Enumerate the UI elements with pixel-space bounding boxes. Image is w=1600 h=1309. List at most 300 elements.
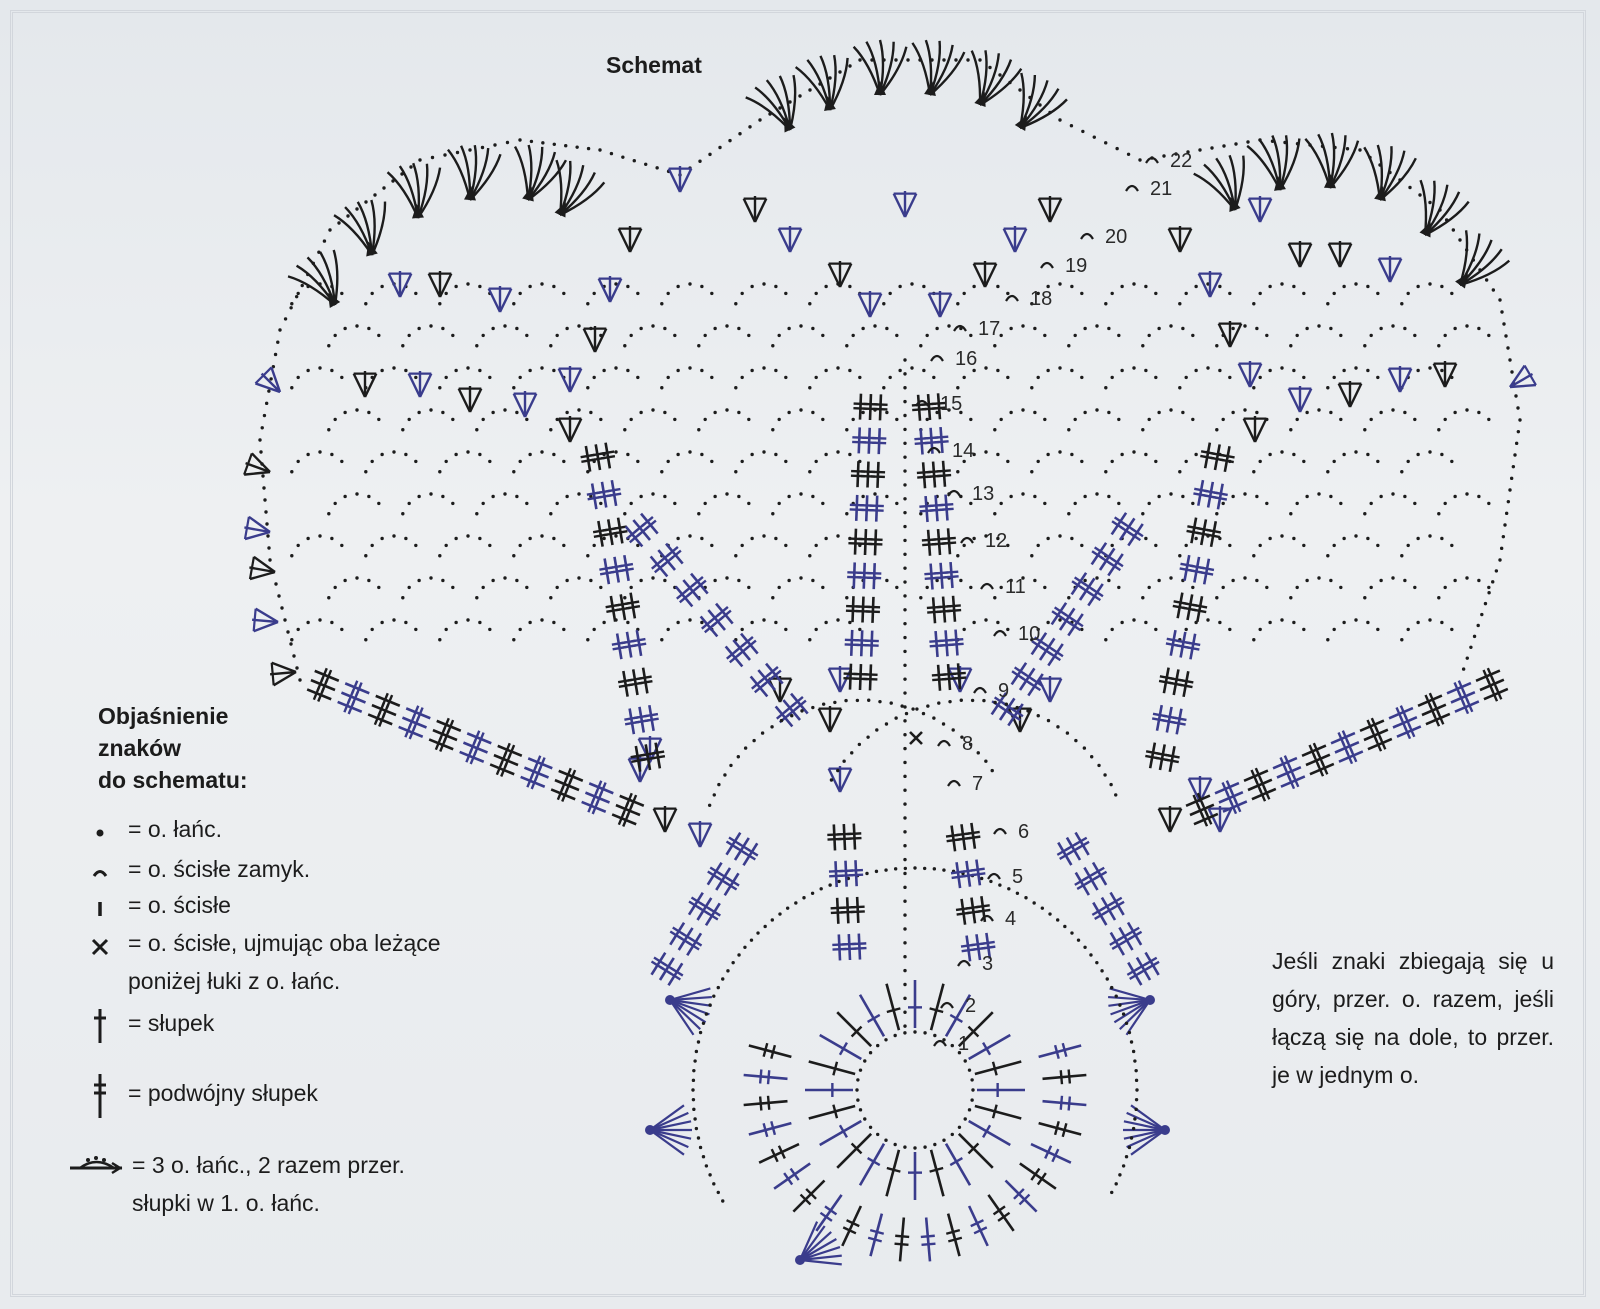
chain-dot: [296, 544, 299, 547]
stitch-post: [933, 597, 935, 623]
chain-dot: [873, 324, 876, 327]
chain-dot: [993, 701, 996, 704]
chain-dot: [1295, 502, 1298, 505]
shell-stitch: [746, 97, 790, 130]
fan-stitch: [1340, 244, 1351, 267]
chain-dot: [1492, 288, 1495, 291]
chain-dot: [1206, 618, 1209, 621]
chain-dot: [737, 953, 740, 956]
fan-stitch: [800, 1260, 842, 1264]
chain-dot: [1067, 512, 1070, 515]
stitch-bar: [612, 642, 626, 644]
fan-stitch: [1020, 709, 1031, 732]
chain-dot: [1450, 460, 1453, 463]
chain-dot: [774, 453, 777, 456]
chain-dot: [703, 418, 706, 421]
chain-dot: [1487, 591, 1490, 594]
chain-dot: [289, 642, 292, 645]
chain-dot: [1469, 646, 1472, 649]
fan-stitch: [985, 264, 996, 287]
row-number: 19: [1065, 255, 1088, 277]
stitch-post: [834, 824, 835, 850]
fan-stitch: [790, 229, 801, 252]
chain-dot: [1465, 576, 1468, 579]
chain-dot: [1083, 327, 1086, 330]
chain-dot: [925, 586, 928, 589]
stitch-bar: [1187, 526, 1201, 529]
chain-dot: [1191, 586, 1194, 589]
stitch-post: [835, 861, 836, 887]
stitch-bar: [946, 835, 960, 837]
chain-dot: [1147, 418, 1150, 421]
chain-dot: [1428, 618, 1431, 621]
chain-dot: [1058, 618, 1061, 621]
chain-dot: [1363, 344, 1366, 347]
chain-dot: [552, 369, 555, 372]
chain-dot: [1141, 428, 1144, 431]
chain-dot: [323, 239, 326, 242]
chain-dot: [475, 512, 478, 515]
chain-dot: [906, 58, 909, 61]
chain-dot: [922, 712, 925, 715]
chain-dot: [811, 892, 814, 895]
chain-dot: [481, 418, 484, 421]
chain-dot: [702, 1155, 705, 1158]
chain-dot: [865, 872, 868, 875]
chain-dot: [692, 1098, 695, 1101]
chain-dot: [466, 282, 469, 285]
chain-dot: [555, 586, 558, 589]
chain-dot: [1106, 977, 1109, 980]
stitch-post: [863, 597, 864, 623]
chain-dot: [821, 334, 824, 337]
chain-dot: [491, 495, 494, 498]
stitch-post: [608, 519, 612, 545]
chain-dot: [1110, 986, 1113, 989]
chain-dot: [758, 118, 761, 121]
chain-dot: [370, 544, 373, 547]
stitch-post: [837, 1134, 871, 1168]
chain-dot: [1070, 453, 1073, 456]
chain-dot: [475, 428, 478, 431]
row-number: 12: [985, 530, 1008, 552]
stitch-post: [879, 428, 880, 454]
chain-dot: [1252, 554, 1255, 557]
row-number: 4: [1005, 908, 1017, 930]
slip-stitch-mark: [1126, 186, 1138, 191]
chain-dot: [702, 1022, 705, 1025]
chain-dot: [903, 1031, 906, 1034]
chain-dot: [999, 586, 1002, 589]
chain-dot: [903, 428, 906, 431]
chain-dot: [1117, 502, 1120, 505]
chain-dot: [933, 867, 936, 870]
chain-dot: [808, 554, 811, 557]
chain-dot: [947, 324, 950, 327]
chain-dot: [1018, 88, 1021, 91]
chain-dot: [808, 88, 811, 91]
chain-dot: [903, 636, 906, 639]
chain-dot: [1342, 369, 1345, 372]
legend-item-text: = podwójny słupek: [128, 1080, 318, 1106]
fan-stitch: [1389, 369, 1400, 392]
chain-dot: [454, 453, 457, 456]
row-number: 5: [1012, 866, 1024, 888]
chain-dot: [407, 418, 410, 421]
stitch-bar: [962, 949, 976, 951]
chain-dot: [636, 460, 639, 463]
chain-dot: [703, 334, 706, 337]
chain-dot: [528, 369, 531, 372]
chain-dot: [478, 537, 481, 540]
chain-dot: [1169, 408, 1172, 411]
chain-dot: [971, 699, 974, 702]
chain-dot: [1363, 596, 1366, 599]
row-number: 13: [972, 483, 995, 505]
stitch-post: [605, 558, 609, 584]
chain-dot: [565, 579, 568, 582]
stitch-bar: [922, 1244, 936, 1245]
chain-dot: [660, 470, 663, 473]
fan-stitch: [819, 709, 830, 732]
chain-dot: [752, 739, 755, 742]
chain-dot: [296, 628, 299, 631]
stitch-post: [875, 529, 876, 555]
chain-dot: [903, 1145, 906, 1148]
chain-dot: [367, 327, 370, 330]
chain-dot: [956, 302, 959, 305]
chain-dot: [904, 867, 907, 870]
chain-dot: [478, 369, 481, 372]
chain-dot: [747, 502, 750, 505]
chain-dot: [1132, 450, 1135, 453]
chain-dot: [478, 285, 481, 288]
chain-dot: [512, 470, 515, 473]
chain-dot: [1138, 158, 1141, 161]
chain-dot: [1252, 386, 1255, 389]
chain-dot: [708, 153, 711, 156]
chain-dot: [1169, 324, 1172, 327]
chain-dot: [717, 986, 720, 989]
double-crochet-icon: [88, 1006, 124, 1046]
chain-dot: [1477, 495, 1480, 498]
chain-dot: [876, 1044, 879, 1047]
chain-dot: [651, 576, 654, 579]
stitch-post: [859, 427, 860, 453]
chain-dot: [1428, 201, 1431, 204]
stitch-bar: [852, 437, 866, 438]
chain-dot: [937, 701, 940, 704]
chain-dot: [903, 858, 906, 861]
chain-dot: [1366, 453, 1369, 456]
chain-dot: [858, 376, 861, 379]
chain-dot: [784, 544, 787, 547]
chain-dot: [673, 334, 676, 337]
chain-dot: [577, 324, 580, 327]
chain-dot: [1134, 1069, 1137, 1072]
chain-dot: [969, 586, 972, 589]
chain-dot: [869, 1126, 872, 1129]
chain-dot: [491, 327, 494, 330]
shell-stitch: [1194, 174, 1235, 210]
stitch-post: [938, 529, 940, 555]
chain-dot: [737, 579, 740, 582]
stitch-post: [639, 707, 643, 733]
chain-dot: [267, 389, 270, 392]
chain-dot: [903, 483, 906, 486]
chain-dot: [996, 621, 999, 624]
chain-dot: [414, 544, 417, 547]
chain-dot: [814, 628, 817, 631]
chain-dot: [562, 292, 565, 295]
stitch-bar: [895, 1236, 909, 1237]
chain-dot: [1443, 586, 1446, 589]
chain-dot: [515, 495, 518, 498]
chain-dot: [1030, 554, 1033, 557]
chain-dot: [1046, 369, 1049, 372]
chain-dot: [875, 728, 878, 731]
chain-dot: [774, 621, 777, 624]
chain-dot: [407, 502, 410, 505]
stitch-bar: [1146, 751, 1160, 754]
chain-dot: [1083, 746, 1086, 749]
chain-dot: [1354, 534, 1357, 537]
stitch-bar: [1187, 531, 1201, 534]
chain-dot: [1006, 376, 1009, 379]
fan-stitch: [570, 419, 581, 442]
chain-dot: [454, 621, 457, 624]
chain-dot: [660, 638, 663, 641]
chain-dot: [343, 495, 346, 498]
chain-dot: [699, 1146, 702, 1149]
chain-dot: [1428, 450, 1431, 453]
stitch-post: [874, 563, 875, 589]
chain-dot: [1058, 534, 1061, 537]
chain-dot: [1090, 755, 1093, 758]
chain-dot: [639, 327, 642, 330]
chain-dot: [926, 704, 929, 707]
chain-dot: [1107, 579, 1110, 582]
stitch-bar: [843, 678, 857, 679]
chain-dot: [528, 453, 531, 456]
stitch-bar: [631, 755, 645, 757]
chain-dot: [1363, 512, 1366, 515]
chain-dot: [836, 366, 839, 369]
chain-dot: [599, 502, 602, 505]
chain-dot: [1228, 628, 1231, 631]
slip-stitch-icon: [88, 856, 124, 888]
stitch-post: [936, 631, 938, 657]
fan-stitch: [974, 264, 985, 287]
chain-dot: [1154, 544, 1157, 547]
slip-stitch-mark: [994, 829, 1006, 834]
chain-dot: [978, 58, 981, 61]
chain-dot: [1147, 502, 1150, 505]
stitch-post: [976, 934, 980, 960]
chain-dot: [728, 139, 731, 142]
stitch-post: [928, 530, 930, 556]
stitch-bar: [917, 472, 931, 473]
chain-dot: [1243, 492, 1246, 495]
chain-dot: [330, 537, 333, 540]
chain-dot: [780, 719, 783, 722]
chain-dot: [774, 537, 777, 540]
stitch-bar: [791, 1169, 799, 1180]
chain-dot: [923, 1031, 926, 1034]
chain-dot: [290, 554, 293, 557]
chain-dot: [790, 714, 793, 717]
chain-dot: [833, 701, 836, 704]
chain-dot: [903, 830, 906, 833]
chain-dot: [1400, 638, 1403, 641]
stitch-bar: [851, 471, 865, 472]
chain-dot: [577, 576, 580, 579]
chain-dot: [903, 789, 906, 792]
chain-dot: [589, 579, 592, 582]
chain-dot: [734, 302, 737, 305]
fan-stitch: [689, 824, 700, 847]
chain-dot: [1083, 946, 1086, 949]
chain-dot: [407, 334, 410, 337]
chain-dot: [972, 285, 975, 288]
chain-dot: [910, 282, 913, 285]
chain-dot: [488, 376, 491, 379]
chain-dot: [1144, 369, 1147, 372]
chain-dot: [1339, 502, 1342, 505]
chain-dot: [1047, 719, 1050, 722]
chain-dot: [598, 148, 601, 151]
chain-dot: [1416, 369, 1419, 372]
chain-dot: [441, 327, 444, 330]
chain-dot: [364, 554, 367, 557]
chain-dot: [811, 579, 814, 582]
chain-dot: [261, 474, 264, 477]
chain-dot: [688, 282, 691, 285]
chain-dot: [984, 450, 987, 453]
chain-dot: [1095, 576, 1098, 579]
chain-dot: [614, 450, 617, 453]
stitch-post: [649, 705, 653, 731]
stitch-bar: [581, 455, 595, 457]
chain-dot: [866, 735, 869, 738]
stitch-bar: [845, 640, 859, 641]
row-number: 1: [958, 1033, 970, 1055]
chain-dot: [1437, 512, 1440, 515]
chain-dot: [1504, 334, 1507, 337]
chain-dot: [726, 969, 729, 972]
chain-dot: [1450, 544, 1453, 547]
stitch-bar: [825, 1206, 836, 1214]
stitch-post: [858, 461, 859, 487]
chain-dot: [1246, 140, 1249, 143]
chain-dot: [972, 621, 975, 624]
chain-dot: [777, 586, 780, 589]
fan-stitch: [254, 609, 256, 632]
chain-dot: [1406, 460, 1409, 463]
chain-dot: [466, 366, 469, 369]
chain-dot: [903, 358, 906, 361]
chain-dot: [821, 502, 824, 505]
chain-dot: [1413, 586, 1416, 589]
chain-dot: [451, 334, 454, 337]
shell-stitch: [912, 43, 930, 95]
chain-dot: [629, 586, 632, 589]
chain-dot: [942, 868, 945, 871]
chain-dot: [777, 334, 780, 337]
chain-dot: [639, 495, 642, 498]
chain-dot: [925, 418, 928, 421]
chain-dot: [1080, 376, 1083, 379]
fan-stitch: [559, 419, 570, 442]
chain-dot: [1487, 334, 1490, 337]
chain-dot: [1083, 495, 1086, 498]
stitch-bar: [1038, 1173, 1046, 1184]
chain-dot: [1117, 586, 1120, 589]
chain-dot: [1280, 534, 1283, 537]
chain-dot: [478, 621, 481, 624]
chain-dot: [1221, 586, 1224, 589]
chain-dot: [1440, 621, 1443, 624]
chain-dot: [1443, 502, 1446, 505]
chain-dot: [1342, 621, 1345, 624]
chain-dot: [1118, 1173, 1121, 1176]
chain-dot: [1006, 460, 1009, 463]
chain-dot: [1115, 1182, 1118, 1185]
chain-dot: [692, 1079, 695, 1082]
single-crochet-icon: [88, 892, 124, 924]
chain-dot: [712, 1182, 715, 1185]
chain-dot: [708, 804, 711, 807]
stitch-post: [643, 668, 647, 694]
chain-dot: [340, 376, 343, 379]
chain-dot: [1326, 554, 1329, 557]
chain-dot: [1073, 502, 1076, 505]
stitch-post: [1225, 446, 1230, 472]
chain-dot: [1033, 495, 1036, 498]
chain-dot: [644, 163, 647, 166]
stitch-bar: [820, 1213, 831, 1221]
chain-dot: [1354, 450, 1357, 453]
chain-dot: [956, 470, 959, 473]
chain-dot: [1487, 418, 1490, 421]
chain-dot: [1413, 334, 1416, 337]
chain-dot: [626, 453, 629, 456]
chain-dot: [1477, 411, 1480, 414]
stitch-post: [847, 897, 848, 923]
stitch-post: [749, 1123, 792, 1134]
stitch-post: [956, 630, 958, 656]
chain-dot: [750, 369, 753, 372]
chain-dot: [441, 411, 444, 414]
chain-dot: [318, 534, 321, 537]
chain-dot: [811, 411, 814, 414]
chain-dot: [586, 638, 589, 641]
chain-dot: [1440, 537, 1443, 540]
slip-stitch-mark: [938, 741, 950, 746]
chain-dot: [454, 537, 457, 540]
chain-dot: [1115, 147, 1118, 150]
chain-dot: [540, 282, 543, 285]
stitch-post: [1178, 593, 1183, 619]
stitch-bar: [1200, 456, 1214, 459]
fan-stitch: [1050, 199, 1061, 222]
chain-dot: [1067, 428, 1070, 431]
legend-heading-line: Objaśnienie: [98, 703, 229, 729]
chain-dot: [1162, 154, 1165, 157]
chain-dot: [1280, 450, 1283, 453]
chain-dot: [1462, 667, 1465, 670]
stitch-bar: [853, 408, 867, 409]
